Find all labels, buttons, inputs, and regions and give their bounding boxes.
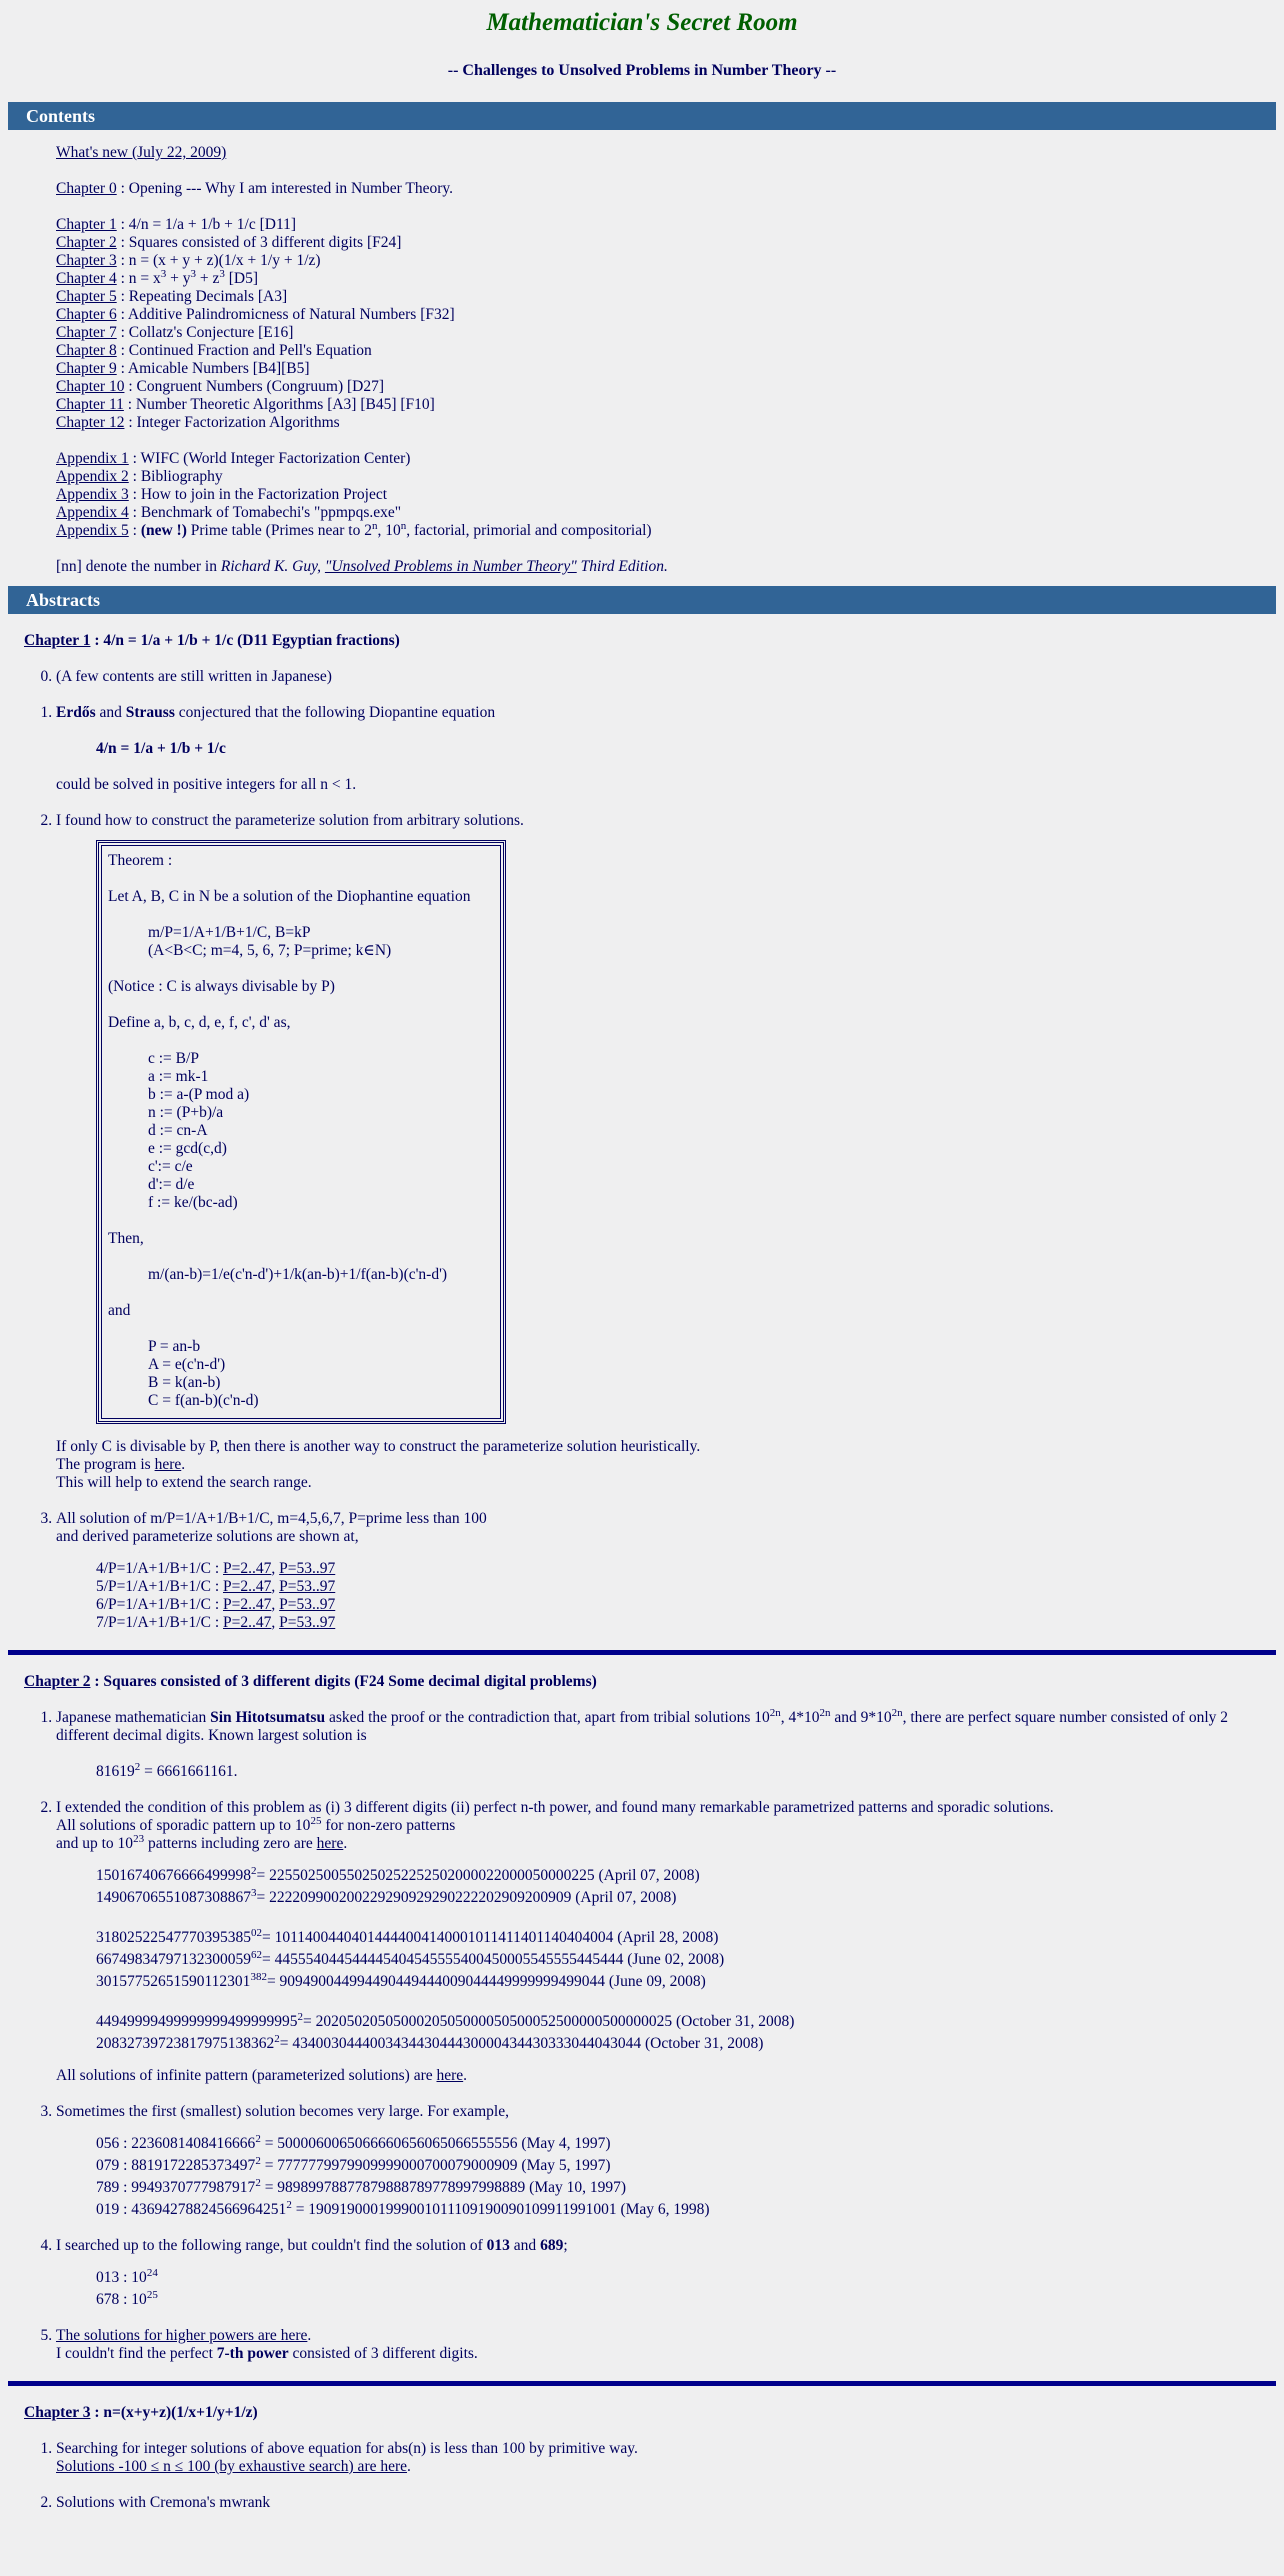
list-item: 4. I searched up to the following range, but couldn't find the solution of 013 and 689; 013 : $10^{24}$ 678 : $10^{25}$ xyxy=(56,2237,1284,2309)
chapter-11-link[interactable]: Chapter 11 xyxy=(56,396,124,413)
contents-heading: Contents xyxy=(8,102,1276,130)
appendix-5-text: : (new !) Prime table (Primes near to 2$^n$, 10$^n$, factorial, primorial and compositorial) xyxy=(128,519,652,539)
new-badge: (new !) xyxy=(140,522,187,539)
chapter-1-link[interactable]: Chapter 1 xyxy=(56,216,117,233)
solutions-group-c: $44949999499999999499999995^2= 2020502050500020505000050500052500000500000025$ (October 31, 2008) $20832739723817975138362^2= 434003044400343443044430000434430333044043044$ (October 31, 2008) xyxy=(96,2010,795,2052)
search-ranges: 013 : $10^{24}$ 678 : $10^{25}$ xyxy=(96,2266,158,2308)
appendix-1-link[interactable]: Appendix 1 xyxy=(56,450,129,467)
p2-47-link[interactable]: P=2..47 xyxy=(223,1596,272,1613)
appendix-2-text: : Bibliography xyxy=(128,468,223,485)
chapter-4-text: : $n = x^3 + y^3 + z^3$ [D5] xyxy=(116,267,259,287)
chapter-1-abstract-heading: Chapter 1 : 4/n = 1/a + 1/b + 1/c (D11 Egyptian fractions) xyxy=(24,632,400,649)
chapter-3-items xyxy=(0,2440,1284,2512)
chapter-8-link[interactable]: Chapter 8 xyxy=(56,342,117,359)
list-item: 3. All solution of m/P=1/A+1/B+1/C, m=4,5,6,7, P=prime less than 100 and derived parameterize solutions are shown at, 4/P=1/A+1/B+1/C : P=2..47, P=53..97 5/P=1/A+1/B+1/C : P=2..47, P=53..97 6/P=1/A+1/B+1/C : P=2..47, P=53..97 7/P=1/A+1/B+1/C : P=2..47, P=53..97 xyxy=(56,1510,1284,1632)
whats-new-link[interactable]: What's new (July 22, 2009) xyxy=(56,144,227,161)
appendix-5-link[interactable]: Appendix 5 xyxy=(56,522,129,539)
chapter-3-link[interactable]: Chapter 3 xyxy=(56,252,117,269)
appendix-3-text: : How to join in the Factorization Project xyxy=(128,486,388,503)
page-subtitle: -- Challenges to Unsolved Problems in Number Theory -- xyxy=(447,62,837,79)
chapter-1-abstract-link[interactable]: Chapter 1 xyxy=(24,632,91,649)
section-divider xyxy=(8,2381,1276,2386)
chapter-list-1 xyxy=(56,216,1284,432)
list-item: 1. Japanese mathematician Sin Hitotsumatsu asked the proof or the contradiction that, apart from tribial solutions $10^{2n}$, $4*10^{2n}$ and $9*10^{2n}$, there are perfect square number consisted of only 2 different decimal digits. Known largest solution is $81619^2 = 6661661161$. xyxy=(56,1709,1284,1781)
p2-47-link[interactable]: P=2..47 xyxy=(223,1560,272,1577)
chapter-2-abstract-heading: Chapter 2 : Squares consisted of 3 different digits (F24 Some decimal digital problems) xyxy=(24,1673,597,1690)
chapter-10-link[interactable]: Chapter 10 xyxy=(56,378,125,395)
chapter-3-abstract-heading: Chapter 3 : n=(x+y+z)(1/x+1/y+1/z) xyxy=(24,2404,258,2421)
solutions-group-a: $15016740676666499998^2= 225502500550250252252502000022000050000225$ (April 07, 2008) $14906706551087308867^3= 222209900200229290929290222202909200909$ (April 07, 2008) xyxy=(96,1864,700,1906)
chapter-12-text: : Integer Factorization Algorithms xyxy=(124,414,340,431)
section-divider xyxy=(8,1650,1276,1655)
list-item: 1. Searching for integer solutions of above equation for abs(n) is less than 100 by primitive way. Solutions -100 ≤ n ≤ 100 (by exhaustive search) are here. xyxy=(56,2440,1284,2476)
exhaustive-search-link[interactable]: Solutions -100 ≤ n ≤ 100 (by exhaustive search) are here xyxy=(56,2458,408,2475)
p53-97-link[interactable]: P=53..97 xyxy=(279,1596,336,1613)
chapter-2-abstract-link[interactable]: Chapter 2 xyxy=(24,1673,91,1690)
smallest-solutions: 056 : $2236081408416666^2 = 5000060065066660656065066555556$ (May 4, 1997) 079 : $8819172285373497^2 = 7777779979909999000700079000909$ (May 5, 1997) 789 : $9949370777987917^2 = 98989978877879888789778997998889$ (May 10, 1997) 019 : $43694278824566964251^2 = 1909190001999001011109190090109911991001$ (May 6, 1998) xyxy=(96,2132,710,2218)
theorem-box: Theorem : Let A, B, C in N be a solution of the Diophantine equation m/P=1/A+1/B+1/C, B=kP (A<B<C; m=4, 5, 6, 7; P=prime; k∈N) (Notice : C is always divisable by P) Define a, b, c, d, e, f, c', d' as, c := B/P a := mk-1 b := a-(P mod a) n := (P+b)/a d := cn-A e := gcd(c,d) c':= c/e d':= d/e f := ke/(bc-ad) Then, m/(an-b)=1/e(c'n-d')+1/k(an-b)+1/f(an-b)(c'n-d') and P = an-b A = e(c'n-d') B = k(an-b) C = f(an-b)(c'n-d) xyxy=(96,840,506,1424)
chapter-6-text: : Additive Palindromicness of Natural Numbers [F32] xyxy=(116,306,455,323)
p53-97-link[interactable]: P=53..97 xyxy=(279,1614,336,1631)
chapter-10-text: : Congruent Numbers (Congruum) [D27] xyxy=(124,378,385,395)
egyptian-equation: 4/n = 1/a + 1/b + 1/c xyxy=(96,740,226,757)
chapter-11-text: : Number Theoretic Algorithms [A3] [B45] [F10] xyxy=(123,396,435,413)
appendix-2-link[interactable]: Appendix 2 xyxy=(56,468,129,485)
appendix-4-link[interactable]: Appendix 4 xyxy=(56,504,129,521)
solution-links-table: 4/P=1/A+1/B+1/C : P=2..47, P=53..97 5/P=1/A+1/B+1/C : P=2..47, P=53..97 6/P=1/A+1/B+1/C : P=2..47, P=53..97 7/P=1/A+1/B+1/C : P=2..47, P=53..97 xyxy=(96,1560,336,1631)
list-item: 2. I extended the condition of this problem as (i) 3 different digits (ii) perfect n-th power, and found many remarkable parametrized patterns and sporadic solutions. All solutions of sporadic pattern up to $10^{25}$ for non-zero patterns and up to $10^{23}$ patterns including zero are here. $15016740676666499998^2= 225502500550250252252502000022000050000225$ (April 07, 2008) $14906706551087308867^3= 222209900200229290929290222202909200909$ (April 07, 2008) $31802522547770395385^{02}= 10114004404014444004140001011411401140404004$ (April 28, 2008) $66749834797132300059^{62}= 445554044544445404545555400450005545555445444$ (June 02, 2008) $30157752651590112301^{382}= 909490044994490449444009044449999999499044$ (June 09, 2008) $44949999499999999499999995^2= 2020502050500020505000050500052500000500000025$ (October 31, 2008) $20832739723817975138362^2= 434003044400343443044430000434430333044043044$ (October 31, 2008) All solutions of infinite pattern (parameterized solutions) are here. xyxy=(56,1799,1284,2085)
list-item: 2. I found how to construct the parameterize solution from arbitrary solutions. Theorem : Let A, B, C in N be a solution of the Diophantine equation m/P=1/A+1/B+1/C, B=kP (A<B<C; m=4, 5, 6, 7; P=prime; k∈N) (Notice : C is always divisable by P) Define a, b, c, d, e, f, c', d' as, c := B/P a := mk-1 b := a-(P mod a) n := (P+b)/a d := cn-A e := gcd(c,d) c':= c/e d':= d/e f := ke/(bc-ad) Then, m/(an-b)=1/e(c'n-d')+1/k(an-b)+1/f(an-b)(c'n-d') and P = an-b A = e(c'n-d') B = k(an-b) C = f(an-b)(c'n-d) If only C is divisable by P, then there is another way to construct the parameterize solution heuristically. The program is here. This will help to extend the search range. xyxy=(56,812,1284,1492)
guy-reference-note: [nn] denote the number in Richard K. Guy, "Unsolved Problems in Number Theory" Third Edition. xyxy=(56,558,668,575)
guy-book-link[interactable]: "Unsolved Problems in Number Theory" xyxy=(324,558,577,575)
p53-97-link[interactable]: P=53..97 xyxy=(279,1578,336,1595)
chapter-2-link[interactable]: Chapter 2 xyxy=(56,234,117,251)
program-link[interactable]: here xyxy=(154,1456,182,1473)
contents-list xyxy=(56,144,1284,576)
list-item: 5. The solutions for higher powers are here. I couldn't find the perfect 7-th power consisted of 3 different digits. xyxy=(56,2327,1284,2363)
chapter-8-text: : Continued Fraction and Pell's Equation xyxy=(116,342,372,359)
chapter-2-text: : Squares consisted of 3 different digits [F24] xyxy=(116,234,402,251)
page-title: Mathematician's Secret Room xyxy=(486,9,798,36)
appendix-list xyxy=(56,450,1284,540)
chapter-5-text: : Repeating Decimals [A3] xyxy=(116,288,288,305)
appendix-1-text: : WIFC (World Integer Factorization Center) xyxy=(128,450,411,467)
chapter-7-text: : Collatz's Conjecture [E16] xyxy=(116,324,294,341)
p2-47-link[interactable]: P=2..47 xyxy=(223,1614,272,1631)
parameterized-solutions-link[interactable]: here xyxy=(436,2067,464,2084)
chapter-2-items xyxy=(0,1706,1284,2363)
chapter-4-link[interactable]: Chapter 4 xyxy=(56,270,117,287)
chapter-12-link[interactable]: Chapter 12 xyxy=(56,414,125,431)
chapter-3-abstract-link[interactable]: Chapter 3 xyxy=(24,2404,91,2421)
list-item: 2. Solutions with Cremona's mwrank xyxy=(56,2494,1284,2512)
chapter-1-items xyxy=(0,668,1284,1632)
p53-97-link[interactable]: P=53..97 xyxy=(279,1560,336,1577)
chapter-9-link[interactable]: Chapter 9 xyxy=(56,360,117,377)
sporadic-solutions-link[interactable]: here xyxy=(316,1835,344,1852)
appendix-4-text: : Benchmark of Tomabechi's "ppmpqs.exe" xyxy=(128,504,402,521)
p2-47-link[interactable]: P=2..47 xyxy=(223,1578,272,1595)
higher-powers-link[interactable]: The solutions for higher powers are here xyxy=(56,2327,308,2344)
chapter-7-link[interactable]: Chapter 7 xyxy=(56,324,117,341)
list-item: 3. Sometimes the first (smallest) solution becomes very large. For example, 056 : $2236081408416666^2 = 5000060065066660656065066555556$ (May 4, 1997) 079 : $8819172285373497^2 = 7777779979909999000700079000909$ (May 5, 1997) 789 : $9949370777987917^2 = 98989978877879888789778997998889$ (May 10, 1997) 019 : $43694278824566964251^2 = 1909190001999001011109190090109911991001$ (May 6, 1998) xyxy=(56,2103,1284,2219)
chapter-5-link[interactable]: Chapter 5 xyxy=(56,288,117,305)
chapter-0-link[interactable]: Chapter 0 xyxy=(56,180,117,197)
chapter-1-text: : 4/n = 1/a + 1/b + 1/c [D11] xyxy=(116,216,297,233)
chapter-0-text: : Opening --- Why I am interested in Number Theory. xyxy=(116,180,454,197)
chapter-3-text: : n = (x + y + z)(1/x + 1/y + 1/z) xyxy=(116,252,321,269)
list-item: 1. Erdős and Strauss conjectured that the following Diopantine equation 4/n = 1/a + 1/b + 1/c could be solved in positive integers for all n < 1. xyxy=(56,704,1284,794)
solutions-group-b: $31802522547770395385^{02}= 10114004404014444004140001011411401140404004$ (April 28, 2008) $66749834797132300059^{62}= 445554044544445404545555400450005545555445444$ (June 02, 2008) $30157752651590112301^{382}= 909490044994490449444009044449999999499044$ (June 09, 2008) xyxy=(96,1926,725,1990)
chapter-6-link[interactable]: Chapter 6 xyxy=(56,306,117,323)
chapter-9-text: : Amicable Numbers [B4][B5] xyxy=(116,360,310,377)
list-item: 0. (A few contents are still written in Japanese) xyxy=(56,668,1284,686)
abstracts-heading: Abstracts xyxy=(8,586,1276,614)
appendix-3-link[interactable]: Appendix 3 xyxy=(56,486,129,503)
